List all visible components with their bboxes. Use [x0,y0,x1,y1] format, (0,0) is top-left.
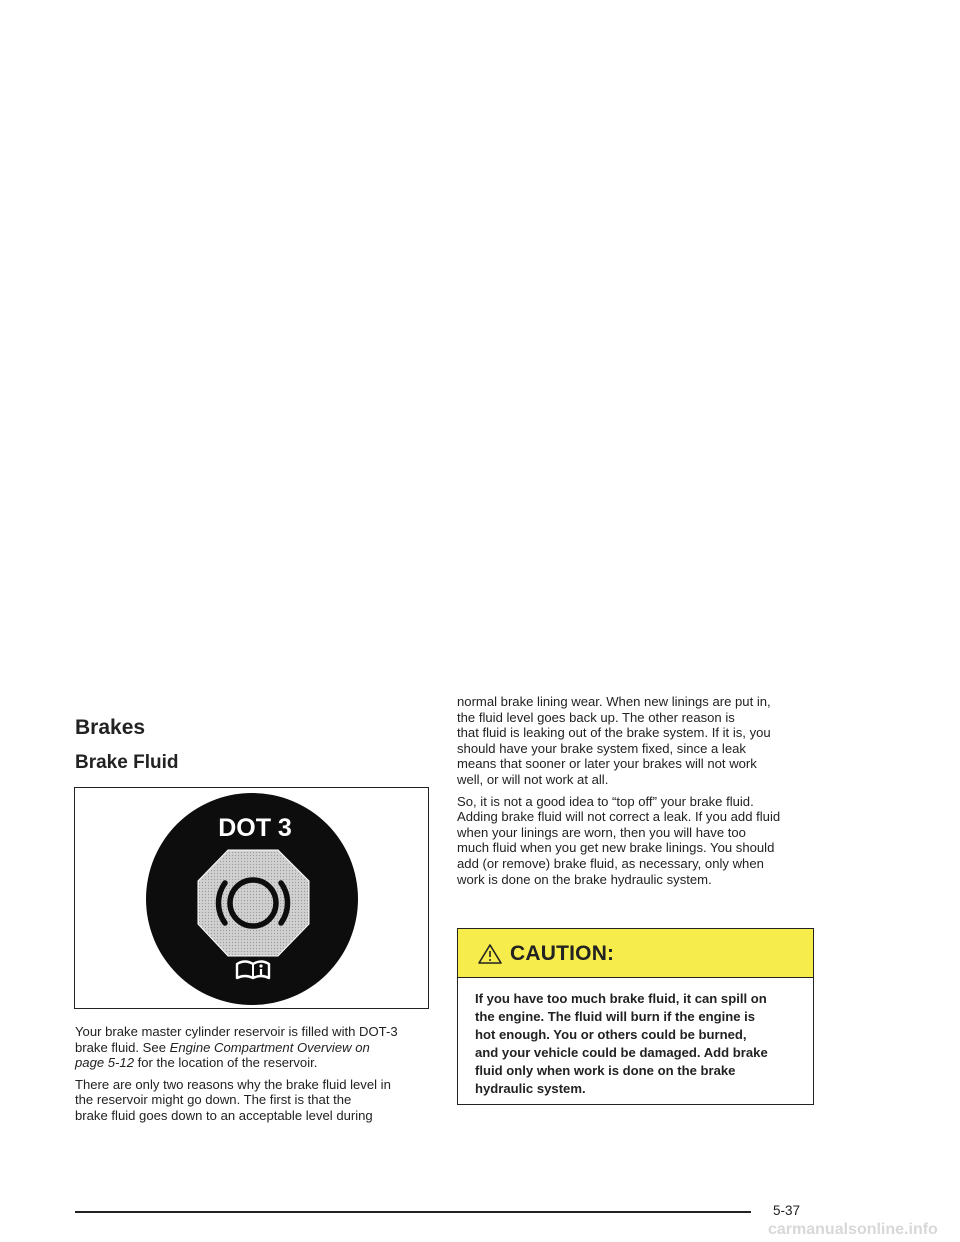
engine-compartment-reference-link[interactable]: Engine Compartment Overview on page 5-12 [75,1039,370,1071]
top-off-paragraph: So, it is not a good idea to “top off” your brake fluid. Adding brake fluid will not correct a leak. If you add fluid when your linings are worn, then you will have too much fluid when you get new brake linings. You should add (or remove) brake fluid, as necessary, only when work is done on the brake hydraulic system. [457,793,781,887]
intro-text-a: Your brake master cylinder reservoir is filled with DOT-3 brake fluid. See [75,1024,398,1055]
intro-text-b: for the location of the reservoir. [133,1055,318,1071]
dot3-label: DOT 3 [218,814,292,842]
page-number: 5-37 [773,1203,801,1218]
lining-wear-paragraph: normal brake lining wear. When new linings are put in, the fluid level goes back up. The other reason is that fluid is leaking out of the brake system. If it is, you should have your brake system fixed, since a leak means that sooner or later your brakes will not work well, or will not work at all. [457,694,771,787]
section-title: Brakes [75,716,146,739]
brake-fluid-figure [74,787,429,1009]
footer-rule [75,1211,751,1213]
right-column-text [457,694,822,893]
dot3-symbol-graphic [75,788,430,1010]
reasons-paragraph: There are only two reasons why the brake fluid level in the reservoir might go down. The first is that the brake fluid goes down to an acceptable level during [75,1076,391,1123]
watermark: carmanualsonline.info [768,1221,938,1238]
caution-box [457,928,814,1105]
subsection-title: Brake Fluid [75,752,179,773]
caution-label: CAUTION: [510,942,615,965]
caution-header [458,929,813,978]
intro-paragraph [75,1024,435,1071]
left-column-text [75,1024,435,1130]
warning-triangle-icon [477,943,503,965]
caution-text: If you have too much brake fluid, it can spill on the engine. The fluid will burn if the engine is hot enough. You or others could be burned, and your vehicle could be damaged. Add brake fluid only when work is done on the brake hydraulic system. [475,991,768,1097]
brake-warning-symbol-icon [198,850,309,956]
